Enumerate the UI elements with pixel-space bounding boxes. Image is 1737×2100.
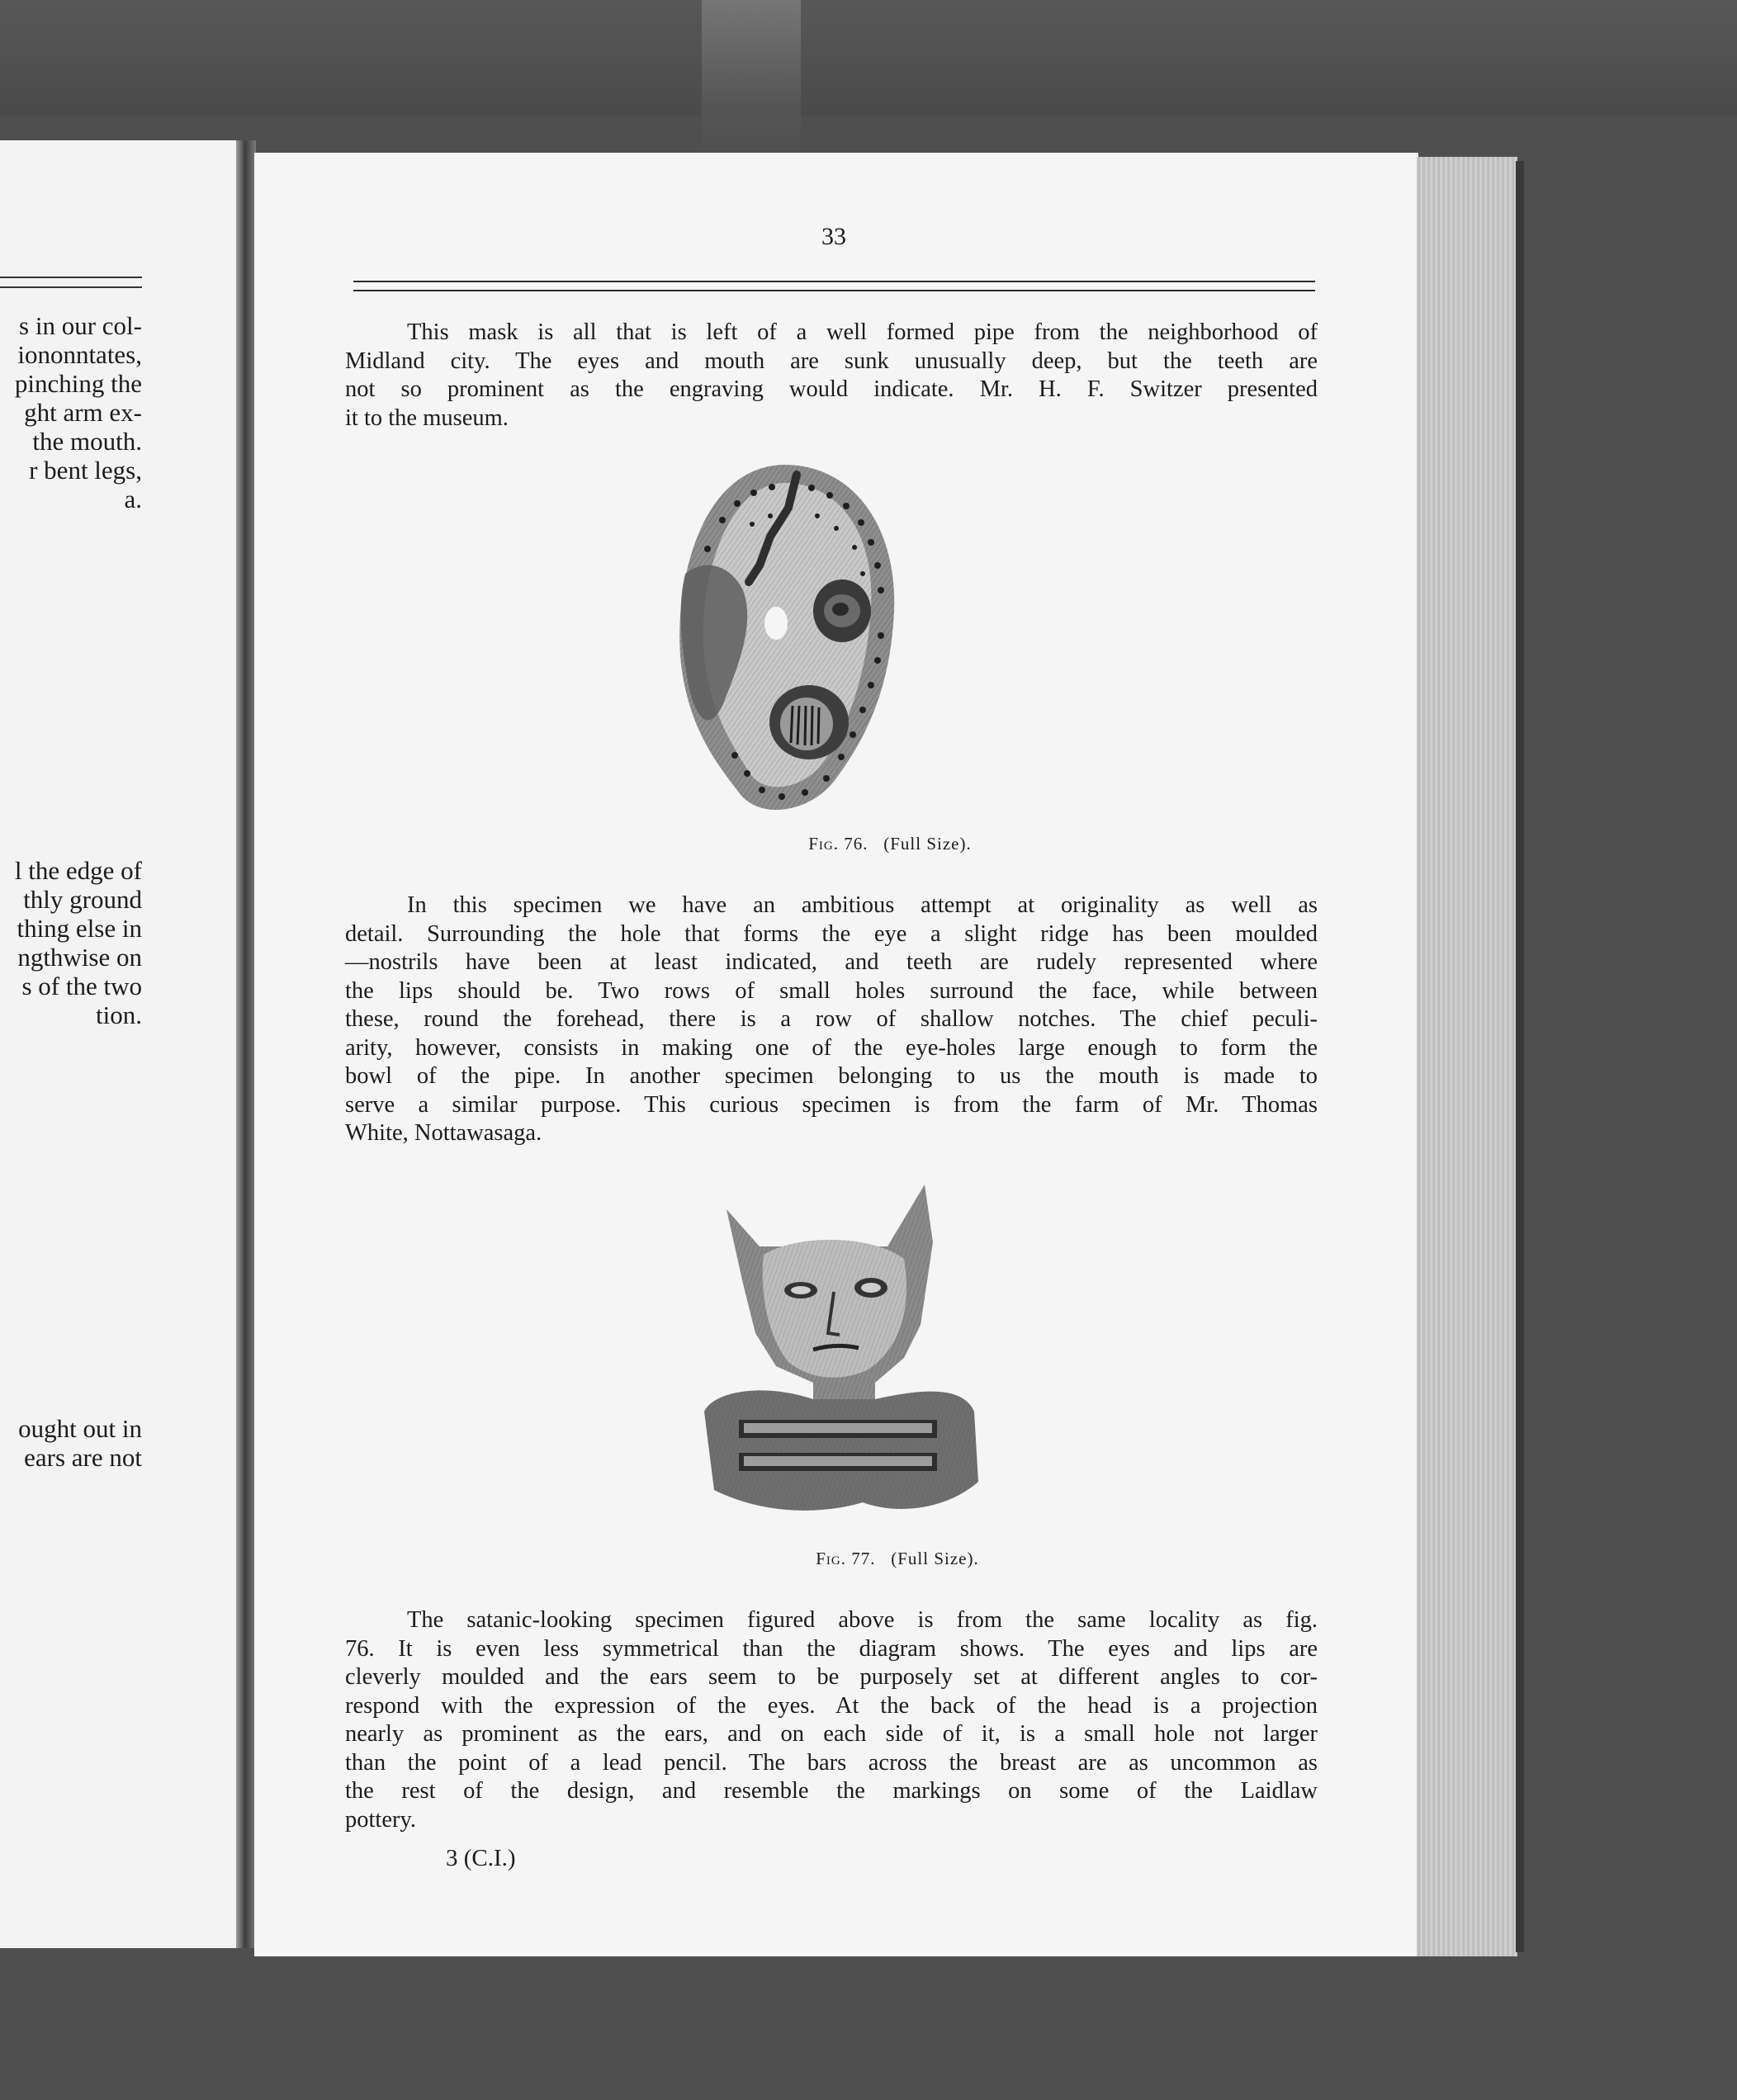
- left-line: ears are not: [24, 1443, 142, 1472]
- left-line: tion.: [96, 1000, 142, 1029]
- left-lines-middle: [15, 856, 142, 1029]
- book-gutter: [236, 140, 256, 1948]
- header-rule: [353, 281, 1315, 291]
- text-line: the rest of the design, and resemble the markings on some of the Laidlaw: [345, 1778, 1318, 1804]
- left-line: a.: [124, 485, 142, 513]
- left-line: ngthwise on: [17, 943, 142, 972]
- left-line: pinching the: [14, 369, 142, 398]
- text-line: respond with the expression of the eyes. At the back of the head is a projection: [345, 1692, 1318, 1719]
- fig-77-caption: [732, 1549, 1063, 1569]
- scan-light-streak: [702, 0, 801, 157]
- signature-mark: 3 (C.I.): [446, 1845, 516, 1871]
- scan-background: [0, 0, 1737, 116]
- text-line: bowl of the pipe. In another specimen belonging to us the mouth is made to: [345, 1063, 1318, 1089]
- text-line: Midland city. The eyes and mouth are sunk unusually deep, but the teeth are: [345, 348, 1318, 374]
- fig-77-head-illustration: [698, 1185, 995, 1519]
- left-page: [0, 140, 248, 1948]
- text-line: detail. Surrounding the hole that forms the eye a slight ridge has been moulded: [345, 920, 1318, 947]
- fig-76-label: Fig. 76.: [808, 834, 868, 854]
- text-line: the lips should be. Two rows of small holes surround the face, while between: [345, 977, 1318, 1004]
- left-lines-bottom: [18, 1414, 142, 1472]
- left-line: the mouth.: [32, 427, 142, 456]
- text-line: these, round the forehead, there is a row of shallow notches. The chief peculi-: [345, 1006, 1318, 1032]
- text-line: The satanic-looking specimen figured above is from the same locality as fig.: [407, 1607, 1318, 1633]
- text-line: it to the museum.: [345, 404, 509, 431]
- left-line: s in our col-: [19, 311, 142, 340]
- fig-76-mask-illustration: [673, 458, 896, 825]
- text-line: than the point of a lead pencil. The bars across the breast are as uncommon as: [345, 1749, 1318, 1776]
- page-number: 33: [821, 223, 846, 250]
- text-line: —nostrils have been at least indicated, and teeth are rudely represented where: [345, 949, 1318, 975]
- left-line: ought out in: [18, 1414, 142, 1443]
- fig-77-label: Fig. 77.: [816, 1549, 876, 1568]
- paragraph-2: [345, 892, 1318, 1148]
- text-line: This mask is all that is left of a well formed pipe from the neighborhood of: [407, 319, 1318, 345]
- left-line: ght arm ex-: [24, 398, 142, 427]
- page-edges-shadow: [1516, 161, 1524, 1952]
- left-line: thly ground: [23, 885, 142, 914]
- left-line: iononntates,: [17, 340, 142, 369]
- text-line: 76. It is even less symmetrical than the diagram shows. The eyes and lips are: [345, 1635, 1318, 1662]
- fig-76-caption: [725, 834, 1055, 854]
- left-line: r bent legs,: [29, 456, 142, 485]
- text-line: arity, however, consists in making one of the eye-holes large enough to form the: [345, 1034, 1318, 1061]
- left-line: s of the two: [21, 972, 142, 1000]
- fig-77-size: (Full Size).: [891, 1549, 979, 1568]
- text-line: serve a similar purpose. This curious specimen is from the farm of Mr. Thomas: [345, 1091, 1318, 1118]
- text-line: White, Nottawasaga.: [345, 1120, 542, 1146]
- text-line: In this specimen we have an ambitious attempt at originality as well as: [407, 892, 1318, 918]
- fig-76-size: (Full Size).: [883, 834, 972, 854]
- paragraph-1: [345, 319, 1318, 433]
- text-line: not so prominent as the engraving would indicate. Mr. H. F. Switzer presented: [345, 376, 1318, 402]
- left-line: thing else in: [17, 914, 142, 943]
- left-line: l the edge of: [14, 856, 142, 885]
- text-line: pottery.: [345, 1806, 417, 1833]
- left-lines-top: [15, 311, 142, 513]
- text-line: cleverly moulded and the ears seem to be purposely set at different angles to cor-: [345, 1664, 1318, 1690]
- paragraph-3: [345, 1606, 1318, 1834]
- page-edges: [1417, 157, 1517, 1956]
- text-line: nearly as prominent as the ears, and on each side of it, is a small hole not larger: [345, 1721, 1318, 1747]
- left-header-rule: [0, 277, 142, 288]
